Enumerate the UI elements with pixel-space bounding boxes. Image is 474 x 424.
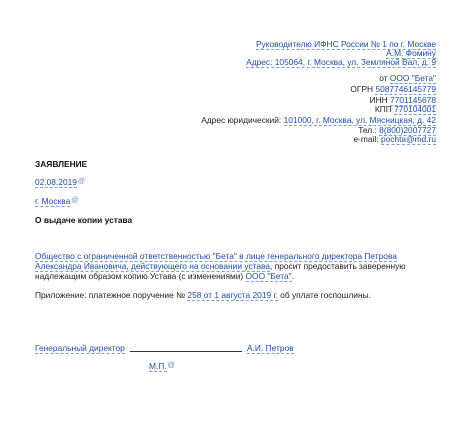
sender-ogrn: 5087746145779: [375, 84, 436, 94]
sender-kpp-line: [375, 104, 436, 114]
stamp-line: [149, 361, 175, 373]
body-applicant-basis: Александра Ивановича, действующего на основании устава: [35, 261, 271, 271]
addressee-address: Адрес: 105064, г. Москва, ул. Земляной Вал, д. 9: [246, 57, 436, 67]
edit-mark-icon: @: [77, 178, 86, 185]
signature-name: А.И. Петров: [247, 343, 294, 353]
body-line-1: [35, 251, 397, 261]
signature-line: [130, 351, 242, 352]
signature-position-line: [35, 343, 125, 353]
document-date-line: [35, 177, 85, 189]
sender-from-label: от: [379, 73, 388, 83]
attachment-ref: 258 от 1 августа 2019 г.: [187, 290, 278, 300]
edit-mark-icon: @: [71, 197, 79, 204]
sender-inn: 7701145678: [390, 95, 436, 105]
sender-address: 101000, г. Москва, ул. Мясницкая, д. 42: [283, 115, 436, 125]
sender-phone-label: Тел.:: [358, 125, 377, 135]
signature-name-line: [247, 343, 294, 353]
sender-ogrn-line: [350, 84, 436, 94]
signature-position: Генеральный директор: [35, 343, 125, 353]
sender-email: pochta@md.ru: [380, 134, 436, 144]
sender-address-line: [201, 115, 436, 125]
body-org-name: ООО "Бета": [245, 271, 292, 281]
addressee-line-3: [246, 57, 436, 67]
sender-email-line: [353, 134, 436, 144]
addressee-authority: Руководителю ИФНС России № 1 по г. Москве: [255, 39, 436, 49]
sender-org: ООО "Бета": [389, 73, 436, 83]
sender-org-line: [379, 73, 436, 83]
sender-ogrn-label: ОГРН: [350, 84, 374, 94]
document-title: ЗАЯВЛЕНИЕ: [35, 159, 88, 169]
edit-mark-icon: @: [167, 362, 175, 369]
body-period: .: [291, 271, 294, 281]
sender-email-label: e-mail:: [353, 134, 379, 144]
document-city: г. Москва: [35, 196, 71, 206]
body-line-3: [35, 271, 294, 281]
body-request-object: надлежащим образом копию Устава (с изменениями): [35, 271, 244, 281]
body-line-2: [35, 261, 406, 271]
body-request: , просит предоставить заверенную: [270, 261, 406, 271]
sender-inn-label: ИНН: [369, 95, 388, 105]
sender-kpp-label: КПП: [374, 104, 392, 114]
addressee-name: А.М. Фомину: [386, 48, 436, 58]
document-subject: О выдаче копии устава: [35, 215, 133, 225]
sender-kpp: 770104001: [394, 104, 436, 114]
sender-phone: 8(800)2007727: [379, 125, 436, 135]
sender-address-label: Адрес юридический:: [201, 115, 282, 125]
attachment-tail: об уплате госпошлины.: [280, 290, 371, 300]
document-date: 02.08.2019: [35, 177, 77, 187]
stamp-place: М.П.: [149, 361, 167, 371]
attachment-line: [35, 290, 371, 300]
attachment-label: Приложение: платежное поручение №: [35, 290, 186, 300]
document-city-line: [35, 196, 78, 208]
body-applicant: Общество с ограниченной ответственностью "Бета" в лице генерального директора Петрова: [35, 251, 397, 261]
